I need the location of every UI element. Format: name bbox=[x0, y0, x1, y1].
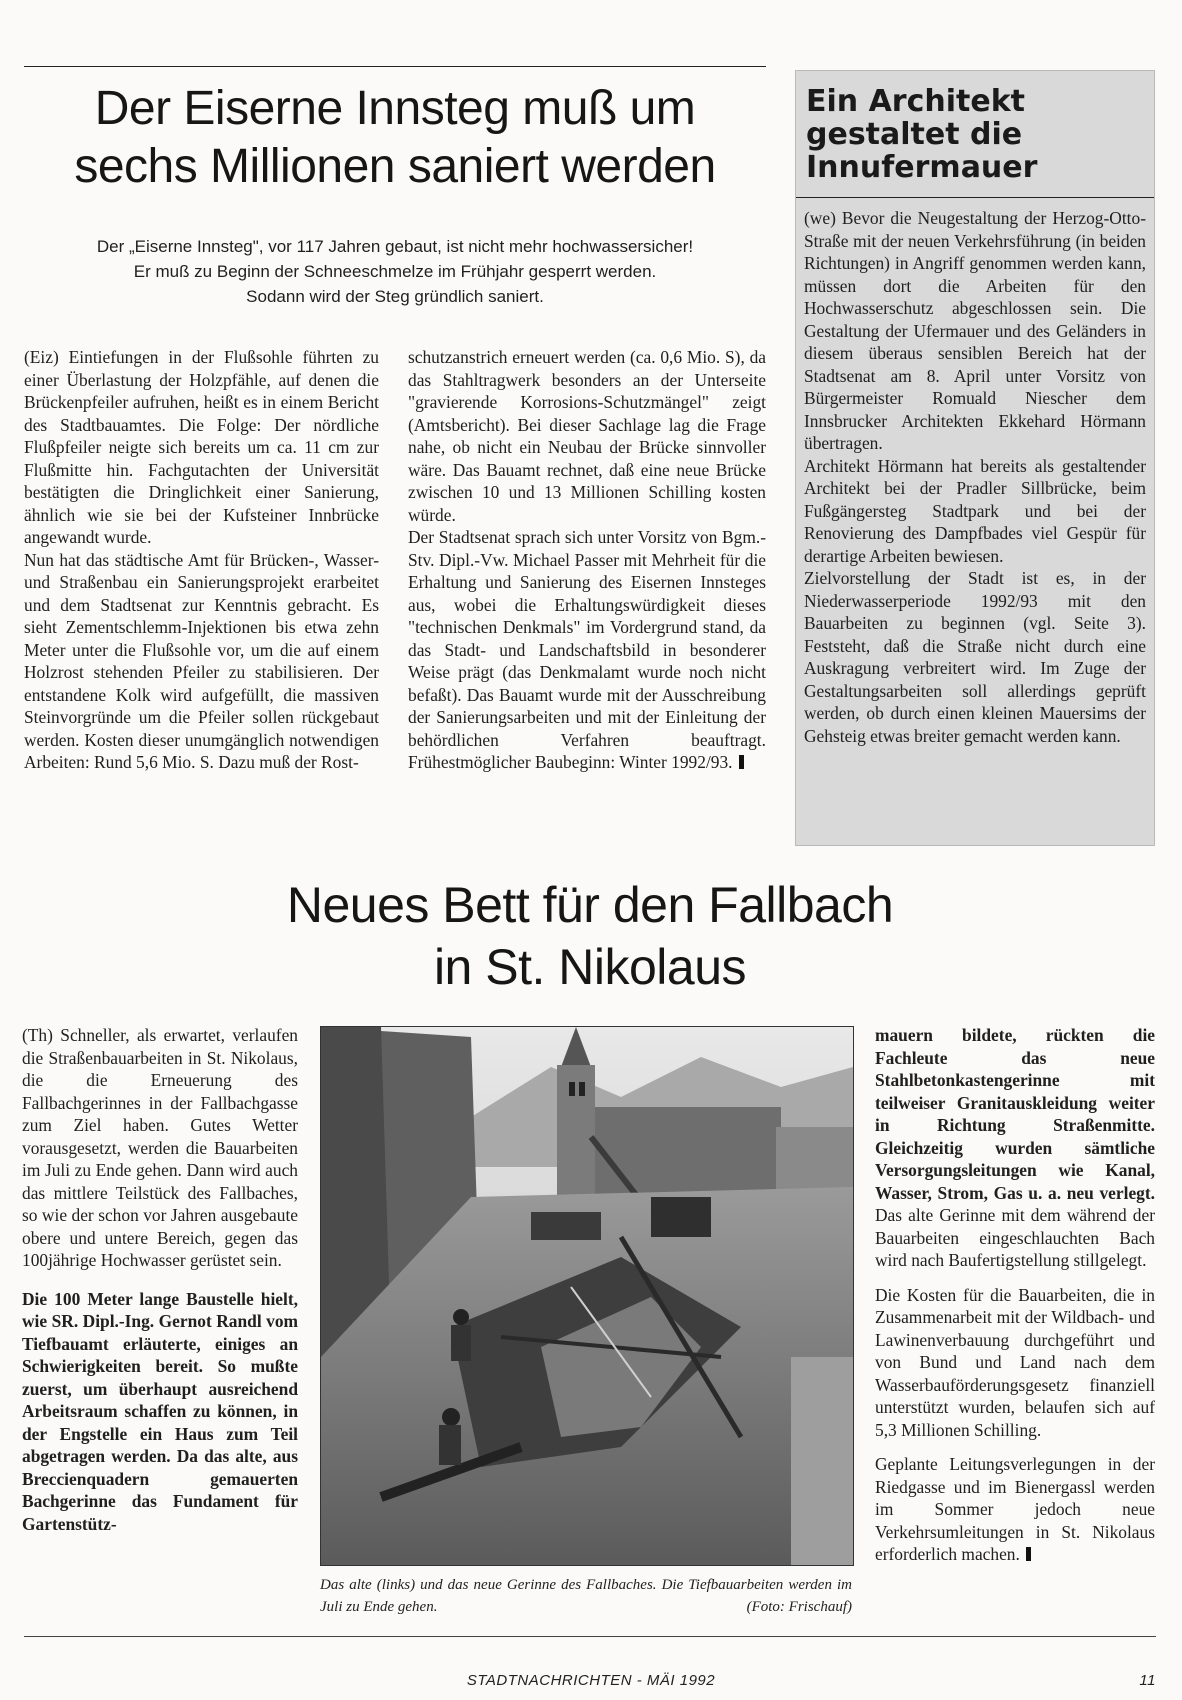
sidebar-title-line: gestaltet die bbox=[806, 117, 1023, 152]
paragraph-text: Der Stadtsenat sprach sich unter Vorsitz von Bgm.-Stv. Dipl.-Vw. Michael Passer mit Mehrheit für die Erhaltung und Sanierung des Eisernen Innsteges aus, wobei die Erhaltungswürdigkeit dieses "technischen Denkmals" im Vordergrund stand, da das Stadt- und Landschaftsbild in besonderer Weise prägt (das Denkmalamt wurde noch nicht befaßt). Das Bauamt wurde mit der Ausschreibung der Sanierungsarbeiten und mit der Einleitung der behördlichen Verfahren beauftragt. Frühestmöglicher Baubeginn: Winter 1992/93. bbox=[408, 527, 766, 772]
paragraph-bold: Die 100 Meter lange Baustelle hielt, wie SR. Dipl.-Ing. Gernot Randl vom Tiefbauamt erläuterte, einiges an Schwierigkeiten bereit. So mußte zuerst, um überhaupt ausreichend Arbeitsraum schaffen zu können, in der Engstelle ein Haus zum Teil abgetragen werden. Da das alte, aus Breccienquadern gemauerten Bachgerinne das Fundament für Gartenstütz- bbox=[22, 1288, 298, 1534]
article1-headline bbox=[20, 80, 770, 196]
sidebar-title-line: Ein Architekt bbox=[806, 84, 1025, 119]
paragraph: (Eiz) Eintiefungen in der Flußsohle führten zu einer Überlastung der Holzpfähle, auf denen die Brückenpfeiler aufruhen, heißt es in einem Bericht des Stadtbauamtes. Die Folge: Der nördliche Flußpfeiler neigte sich bereits um ca. 11 cm zur Flußmitte hin. Fachgutachten der Universität bestätigten die Dringlichkeit einer Sanierung, ähnlich wie sie bei der Kufsteiner Innbrücke angewandt wurde. bbox=[24, 347, 379, 547]
sidebar-body bbox=[804, 207, 1146, 837]
article2-title-line: in St. Nikolaus bbox=[433, 939, 747, 995]
paragraph-text: Das alte Gerinne mit dem während der Bauarbeiten eingeschlauchten Bach wird nach Baufertigstellung stillgelegt. bbox=[875, 1205, 1155, 1270]
paragraph-text: Geplante Leitungsverlegungen in der Riedgasse und im Bienergassl werden im Sommer jedoch neue Verkehrsumleitungen in St. Nikolaus erforderlich machen. bbox=[875, 1454, 1155, 1564]
article1-title-line: Der Eiserne Innsteg muß um bbox=[94, 82, 696, 135]
article2-title-line: Neues Bett für den Fallbach bbox=[286, 877, 894, 933]
paragraph bbox=[875, 1024, 1155, 1272]
paragraph: Zielvorstellung der Stadt ist es, in der Niederwasserperiode 1992/93 mit den Bauarbeiten zu beginnen (vgl. Seite 3). Feststeht, daß die Straße nicht durch eine Auskragung verbreitert wird. Im Zuge der Gestaltungsarbeiten soll allerdings geprüft werden, ob durch einen kleinen Mauersims der Gehsteig etwas breiter gemacht werden kann. bbox=[804, 568, 1146, 746]
photo-credit: (Foto: Frischauf) bbox=[746, 1599, 852, 1615]
construction-photo bbox=[320, 1026, 854, 1566]
end-mark bbox=[1026, 1547, 1031, 1561]
article2-column-3 bbox=[875, 1024, 1155, 1620]
paragraph bbox=[408, 526, 766, 774]
paragraph: Nun hat das städtische Amt für Brücken-, Wasser- und Straßenbau ein Sanierungsprojekt erarbeitet und dem Stadtsenat zur Kenntnis gebracht. Es sieht Zementschlemm-Injektionen bis etwa zehn Meter unter die Flußsohle vor, um die auf einem Holzrost stehenden Pfeiler zu stabilisieren. Der entstandene Kolk wird aufgefüllt, die massiven Steinvorgründe um die Pfeiler sollen rückgebaut werden. Kosten dieser unumgänglich notwendigen Arbeiten: Rund 5,6 Mio. S. Dazu muß der Rost- bbox=[24, 549, 379, 772]
paragraph-bold: mauern bildete, rückten die Fachleute das neue Stahlbetonkastengerinne mit teilweiser Granitauskleidung weiter in Richtung Straßenmitte. Gleichzeitig wurden sämtliche Versorgungsleitungen wie Kanal, Wasser, Strom, Gas u. a. neu verlegt. bbox=[875, 1025, 1155, 1203]
paragraph: (Th) Schneller, als erwartet, verlaufen die Straßenbauarbeiten in St. Nikolaus, die die Erneuerung des Fallbachgerinnes in der Fallbachgasse zum Ziel haben. Gutes Wetter vorausgesetzt, werden die Bauarbeiten im Juli zu Ende gehen. Dann wird auch das mittlere Teilstück des Fallbaches, so wie der schon vor Jahren ausgebaute obere und untere Bereich, gegen das 100jährige Hochwasser gerüstet sein. bbox=[22, 1025, 298, 1270]
article2-column-1 bbox=[22, 1024, 298, 1620]
paragraph: schutzanstrich erneuert werden (ca. 0,6 Mio. S), da das Stahltragwerk besonders an der Unterseite "gravierende Korrosions-Schutzmängel" zeigt (Amtsbericht). Bei dieser Sachlage lag die Frage nahe, ob nicht ein Neubau der Brücke sinnvoller wäre. Das Bauamt rechnet, daß eine neue Brücke zwischen 10 und 13 Millionen Schilling kosten würde. bbox=[408, 347, 766, 525]
sidebar-title-line: Innufermauer bbox=[806, 150, 1038, 185]
caption-text: Das alte (links) und das neue Gerinne des Fallbaches. Die Tiefbauarbeiten werden im Juli zu Ende gehen. bbox=[320, 1577, 852, 1615]
bottom-rule bbox=[24, 1636, 1156, 1637]
deck-line: Der „Eiserne Innsteg", vor 117 Jahren gebaut, ist nicht mehr hochwassersicher! bbox=[96, 237, 694, 256]
photo-caption bbox=[320, 1574, 852, 1618]
paragraph: Architekt Hörmann hat bereits als gestaltender Architekt bei der Pradler Sillbrücke, beim Fußgängersteg Stadtpark und bei der Renovierung des Dampfbades viel Gespür für derartige Arbeiten bewiesen. bbox=[804, 455, 1146, 566]
article1-column-2 bbox=[408, 346, 766, 852]
top-rule bbox=[24, 66, 766, 67]
sidebar-box bbox=[795, 70, 1155, 846]
deck-line: Er muß zu Beginn der Schneeschmelze im Frühjahr gesperrt werden. bbox=[133, 262, 657, 281]
paragraph bbox=[875, 1453, 1155, 1566]
article2-headline bbox=[150, 874, 1030, 998]
end-mark bbox=[739, 755, 744, 769]
article1-deck bbox=[24, 234, 766, 309]
paragraph: (we) Bevor die Neugestaltung der Herzog-Otto-Straße mit der neuen Verkehrsführung (in beiden Richtungen) in Angriff genommen werden kann, müssen dort die Arbeiten für den Hochwasserschutz abgeschlossen sein. Die Gestaltung der Ufermauer und des Geländers in diesem überaus sensiblen Bereich hat der Stadtsenat am 8. April unter Vorsitz von Bürgermeister Romuald Niescher dem Innsbrucker Architekten Ekkehard Hörmann übertragen. bbox=[804, 208, 1146, 453]
footer-page-number: 11 bbox=[1139, 1672, 1156, 1689]
paragraph: Die Kosten für die Bauarbeiten, die in Zusammenarbeit mit der Wildbach- und Lawinenverbauung durchgeführt und von Bund und Land nach dem Wasserbauförderungsgesetz finanziell unterstützt wurden, belaufen sich auf 5,3 Millionen Schilling. bbox=[875, 1284, 1155, 1440]
footer-publication: STADTNACHRICHTEN - MÄI 1992 bbox=[466, 1672, 716, 1689]
deck-line: Sodann wird der Steg gründlich saniert. bbox=[246, 287, 544, 306]
article1-title-line: sechs Millionen saniert werden bbox=[74, 140, 716, 193]
sidebar-divider bbox=[796, 197, 1154, 198]
article1-column-1 bbox=[24, 346, 379, 852]
construction-site-image bbox=[321, 1027, 853, 1565]
sidebar-title bbox=[806, 85, 1037, 184]
